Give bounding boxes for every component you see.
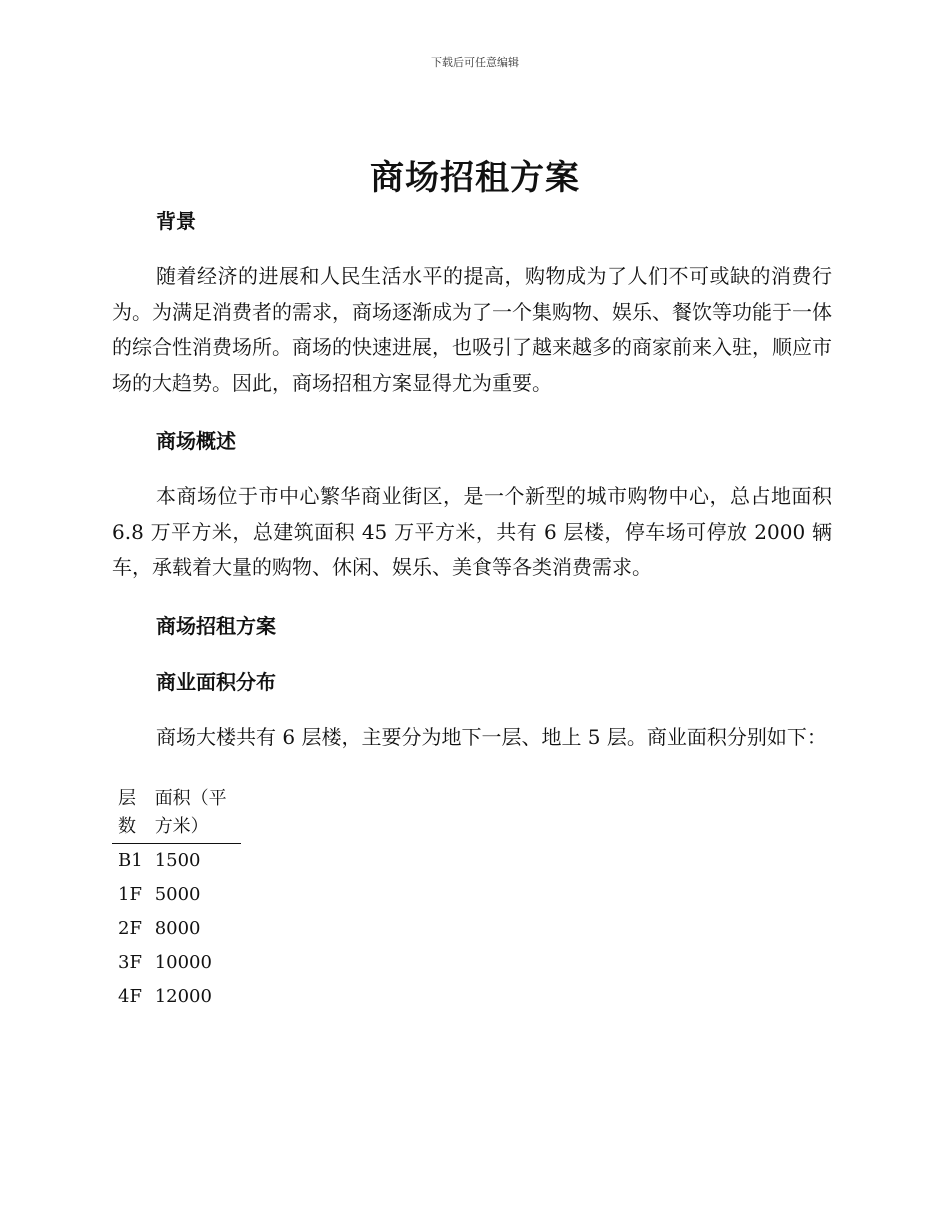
- table-row: [112, 980, 241, 1014]
- area-cell: 12000: [154, 986, 212, 1007]
- floor-cell: 2F: [118, 918, 142, 939]
- table-row: [112, 844, 241, 879]
- area-cell: 5000: [154, 884, 201, 905]
- table-row: [112, 912, 241, 946]
- section-heading-background: 背景: [156, 209, 196, 233]
- table-row: [112, 878, 241, 912]
- floor-cell: 4F: [118, 986, 142, 1007]
- section-heading-distribution: 商业面积分布: [156, 669, 276, 694]
- section-heading-overview: 商场概述: [156, 429, 236, 453]
- table-row: [112, 946, 241, 980]
- floor-cell: 1F: [118, 884, 142, 905]
- table-header-row: [112, 785, 241, 844]
- document-title: 商场招租方案: [370, 158, 580, 198]
- overview-paragraph: 本商场位于市中心繁华商业街区，是一个新型的城市购物中心，总占地面积 6.8 万平方米，总建筑面积 45 万平方米，共有 6 层楼，停车场可停放 2000 辆车，承载着大量的购物、休闲、娱乐、美食等各类消费需求。: [112, 484, 832, 579]
- section-heading-plan: 商场招租方案: [156, 613, 276, 638]
- table-header-area: 面积（平方米）: [149, 785, 241, 844]
- floor-cell: 3F: [118, 952, 142, 973]
- floor-cell: B1: [118, 850, 143, 871]
- area-table: [112, 785, 241, 1014]
- distribution-paragraph: 商场大楼共有 6 层楼，主要分为地下一层、地上 5 层。商业面积分别如下：: [156, 724, 827, 749]
- background-paragraph: 随着经济的进展和人民生活水平的提高，购物成为了人们不可或缺的消费行为。为满足消费者的需求，商场逐渐成为了一个集购物、娱乐、餐饮等功能于一体的综合性消费场所。商场的快速进展，也吸引了越来越多的商家前来入驻，顺应市场的大趋势。因此，商场招租方案显得尤为重要。: [112, 264, 832, 395]
- area-cell: 1500: [154, 850, 201, 871]
- area-cell: 10000: [154, 952, 212, 973]
- area-cell: 8000: [154, 918, 201, 939]
- document-body: [112, 203, 832, 1014]
- header-note: 下载后可任意编辑: [431, 56, 519, 69]
- table-header-floor: 层数: [112, 785, 149, 844]
